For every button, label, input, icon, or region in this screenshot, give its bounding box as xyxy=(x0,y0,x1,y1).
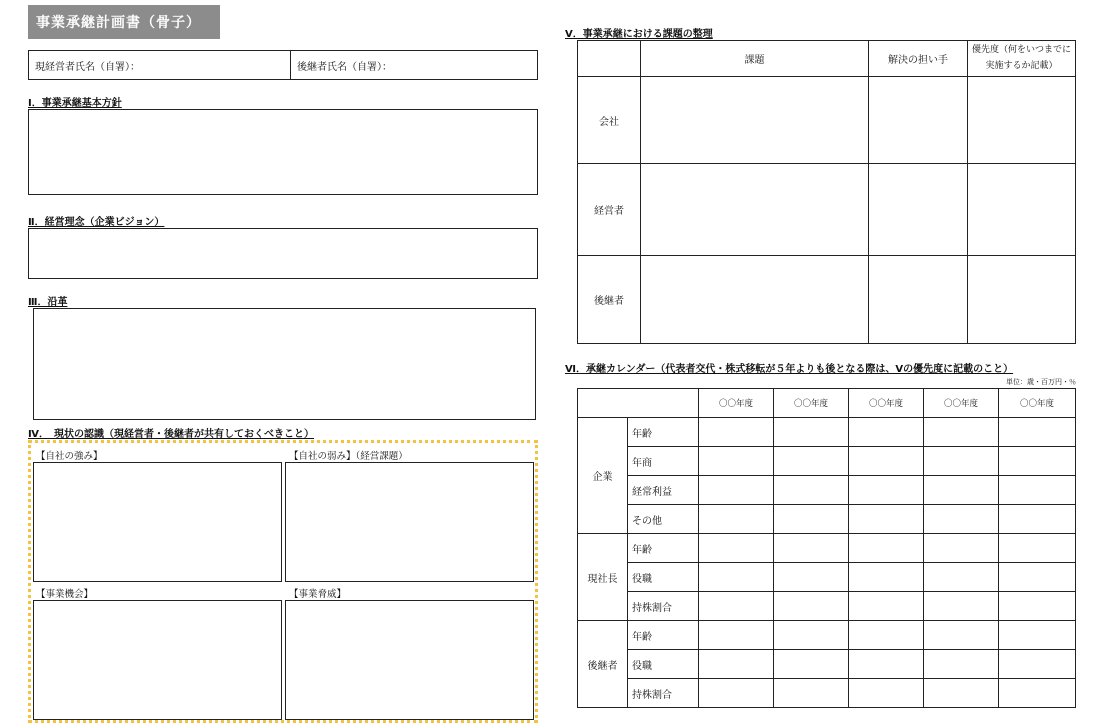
section-philosophy-heading: Ⅱ．経営理念（企業ビジョン） xyxy=(28,217,165,228)
calendar-row xyxy=(578,447,1076,476)
issues-header-corner xyxy=(578,41,641,77)
issues-cell-issue[interactable] xyxy=(641,256,869,344)
calendar-cell[interactable] xyxy=(699,418,774,447)
calendar-cell[interactable] xyxy=(849,534,924,563)
calendar-row-label: 持株割合 xyxy=(628,592,699,621)
issues-row xyxy=(578,164,1076,256)
issues-row-label-company: 会社 xyxy=(578,77,641,164)
issues-table xyxy=(577,40,1076,344)
calendar-row xyxy=(578,592,1076,621)
calendar-cell[interactable] xyxy=(774,592,849,621)
strengths-textbox[interactable] xyxy=(33,462,282,582)
calendar-cell[interactable] xyxy=(849,418,924,447)
calendar-group-successor: 後継者 xyxy=(578,621,628,708)
weaknesses-textbox[interactable] xyxy=(285,462,534,582)
section-issues-heading: Ⅴ．事業承継における課題の整理 xyxy=(565,29,713,40)
calendar-row-label: 役職 xyxy=(628,563,699,592)
calendar-year-header: 〇〇年度 xyxy=(774,389,849,418)
section-history-heading: Ⅲ．沿革 xyxy=(28,297,68,308)
calendar-cell[interactable] xyxy=(999,505,1076,534)
opportunities-label: 【事業機会】 xyxy=(36,589,94,600)
calendar-cell[interactable] xyxy=(699,621,774,650)
successor-label: 後継者氏名（自署）： xyxy=(297,61,392,73)
philosophy-textbox[interactable] xyxy=(28,228,538,279)
calendar-row-label: 年齢 xyxy=(628,621,699,650)
calendar-cell[interactable] xyxy=(774,534,849,563)
calendar-row xyxy=(578,476,1076,505)
section-situation-heading: Ⅳ． 現状の認識（現経営者・後継者が共有しておくべきこと） xyxy=(28,429,314,440)
calendar-cell[interactable] xyxy=(849,476,924,505)
calendar-cell[interactable] xyxy=(774,563,849,592)
calendar-cell[interactable] xyxy=(924,621,999,650)
calendar-row xyxy=(578,679,1076,708)
issues-cell-issue[interactable] xyxy=(641,77,869,164)
calendar-cell[interactable] xyxy=(999,621,1076,650)
signature-box xyxy=(28,50,538,80)
opportunities-textbox[interactable] xyxy=(33,600,282,720)
calendar-cell[interactable] xyxy=(774,650,849,679)
calendar-cell[interactable] xyxy=(699,476,774,505)
calendar-cell[interactable] xyxy=(699,534,774,563)
current-manager-field[interactable] xyxy=(29,51,290,79)
calendar-cell[interactable] xyxy=(774,621,849,650)
threats-label: 【事業脅威】 xyxy=(289,589,347,600)
section-policy-heading: Ⅰ．事業承継基本方針 xyxy=(28,98,122,109)
calendar-cell[interactable] xyxy=(774,505,849,534)
calendar-cell[interactable] xyxy=(774,418,849,447)
document-title: 事業承継計画書（骨子） xyxy=(28,5,220,39)
calendar-cell[interactable] xyxy=(924,650,999,679)
calendar-group-company: 企業 xyxy=(578,418,628,534)
calendar-cell[interactable] xyxy=(774,679,849,708)
calendar-cell[interactable] xyxy=(924,418,999,447)
calendar-row xyxy=(578,418,1076,447)
calendar-cell[interactable] xyxy=(849,447,924,476)
calendar-cell[interactable] xyxy=(699,505,774,534)
calendar-cell[interactable] xyxy=(849,563,924,592)
threats-textbox[interactable] xyxy=(285,600,534,720)
issues-cell-owner[interactable] xyxy=(869,77,968,164)
calendar-cell[interactable] xyxy=(999,418,1076,447)
calendar-header-row xyxy=(578,389,1076,418)
calendar-row-label: 経常利益 xyxy=(628,476,699,505)
calendar-cell[interactable] xyxy=(774,476,849,505)
issues-row xyxy=(578,256,1076,344)
calendar-cell[interactable] xyxy=(924,679,999,708)
calendar-cell[interactable] xyxy=(924,534,999,563)
calendar-year-header: 〇〇年度 xyxy=(924,389,999,418)
calendar-cell[interactable] xyxy=(849,621,924,650)
calendar-row xyxy=(578,563,1076,592)
calendar-cell[interactable] xyxy=(924,592,999,621)
calendar-row-label: 年齢 xyxy=(628,418,699,447)
calendar-group-president: 現社長 xyxy=(578,534,628,621)
calendar-row xyxy=(578,650,1076,679)
calendar-row-label: その他 xyxy=(628,505,699,534)
calendar-cell[interactable] xyxy=(999,534,1076,563)
weaknesses-label: 【自社の弱み】（経営課題） xyxy=(289,451,408,462)
calendar-cell[interactable] xyxy=(999,476,1076,505)
calendar-cell[interactable] xyxy=(999,592,1076,621)
issues-header-issue: 課題 xyxy=(641,41,869,77)
calendar-cell[interactable] xyxy=(924,505,999,534)
calendar-cell[interactable] xyxy=(924,563,999,592)
issues-header-row xyxy=(578,41,1076,77)
calendar-cell[interactable] xyxy=(999,679,1076,708)
calendar-header-corner xyxy=(578,389,699,418)
calendar-cell[interactable] xyxy=(849,505,924,534)
calendar-cell[interactable] xyxy=(924,476,999,505)
calendar-year-header: 〇〇年度 xyxy=(849,389,924,418)
successor-field[interactable] xyxy=(290,51,537,79)
strengths-label: 【自社の強み】 xyxy=(36,451,103,462)
issues-header-owner: 解決の担い手 xyxy=(869,41,968,77)
calendar-cell[interactable] xyxy=(699,650,774,679)
calendar-cell[interactable] xyxy=(699,563,774,592)
issues-cell-priority[interactable] xyxy=(968,77,1076,164)
issues-row-label-successor: 後継者 xyxy=(578,256,641,344)
current-manager-label: 現経営者氏名（自署）： xyxy=(35,61,140,73)
calendar-cell[interactable] xyxy=(849,592,924,621)
calendar-cell[interactable] xyxy=(924,447,999,476)
calendar-cell[interactable] xyxy=(999,447,1076,476)
policy-textbox[interactable] xyxy=(28,109,538,195)
calendar-cell[interactable] xyxy=(849,650,924,679)
issues-row-label-manager: 経営者 xyxy=(578,164,641,256)
calendar-cell[interactable] xyxy=(774,447,849,476)
calendar-row-label: 年商 xyxy=(628,447,699,476)
issues-cell-owner[interactable] xyxy=(869,256,968,344)
calendar-year-header: 〇〇年度 xyxy=(699,389,774,418)
calendar-cell[interactable] xyxy=(699,592,774,621)
issues-cell-priority[interactable] xyxy=(968,164,1076,256)
calendar-cell[interactable] xyxy=(999,650,1076,679)
section-calendar-heading: Ⅵ．承継カレンダー（代表者交代・株式移転が５年よりも後となる際は、Ⅴの優先度に記載のこと） xyxy=(565,364,1014,375)
calendar-table xyxy=(577,388,1076,708)
history-textbox[interactable] xyxy=(33,308,536,420)
issues-cell-owner[interactable] xyxy=(869,164,968,256)
calendar-row-label: 持株割合 xyxy=(628,679,699,708)
issues-cell-issue[interactable] xyxy=(641,164,869,256)
calendar-row xyxy=(578,534,1076,563)
calendar-unit-note: 単位：歳・百万円・％ xyxy=(1006,378,1076,386)
issues-row xyxy=(578,77,1076,164)
calendar-cell[interactable] xyxy=(849,679,924,708)
calendar-year-header: 〇〇年度 xyxy=(999,389,1076,418)
issues-cell-priority[interactable] xyxy=(968,256,1076,344)
issues-header-priority: 優先度（何をいつまでに実施するか記載） xyxy=(968,41,1076,77)
calendar-row-label: 役職 xyxy=(628,650,699,679)
calendar-cell[interactable] xyxy=(699,679,774,708)
calendar-row-label: 年齢 xyxy=(628,534,699,563)
calendar-row xyxy=(578,621,1076,650)
calendar-cell[interactable] xyxy=(699,447,774,476)
calendar-row xyxy=(578,505,1076,534)
calendar-cell[interactable] xyxy=(999,563,1076,592)
